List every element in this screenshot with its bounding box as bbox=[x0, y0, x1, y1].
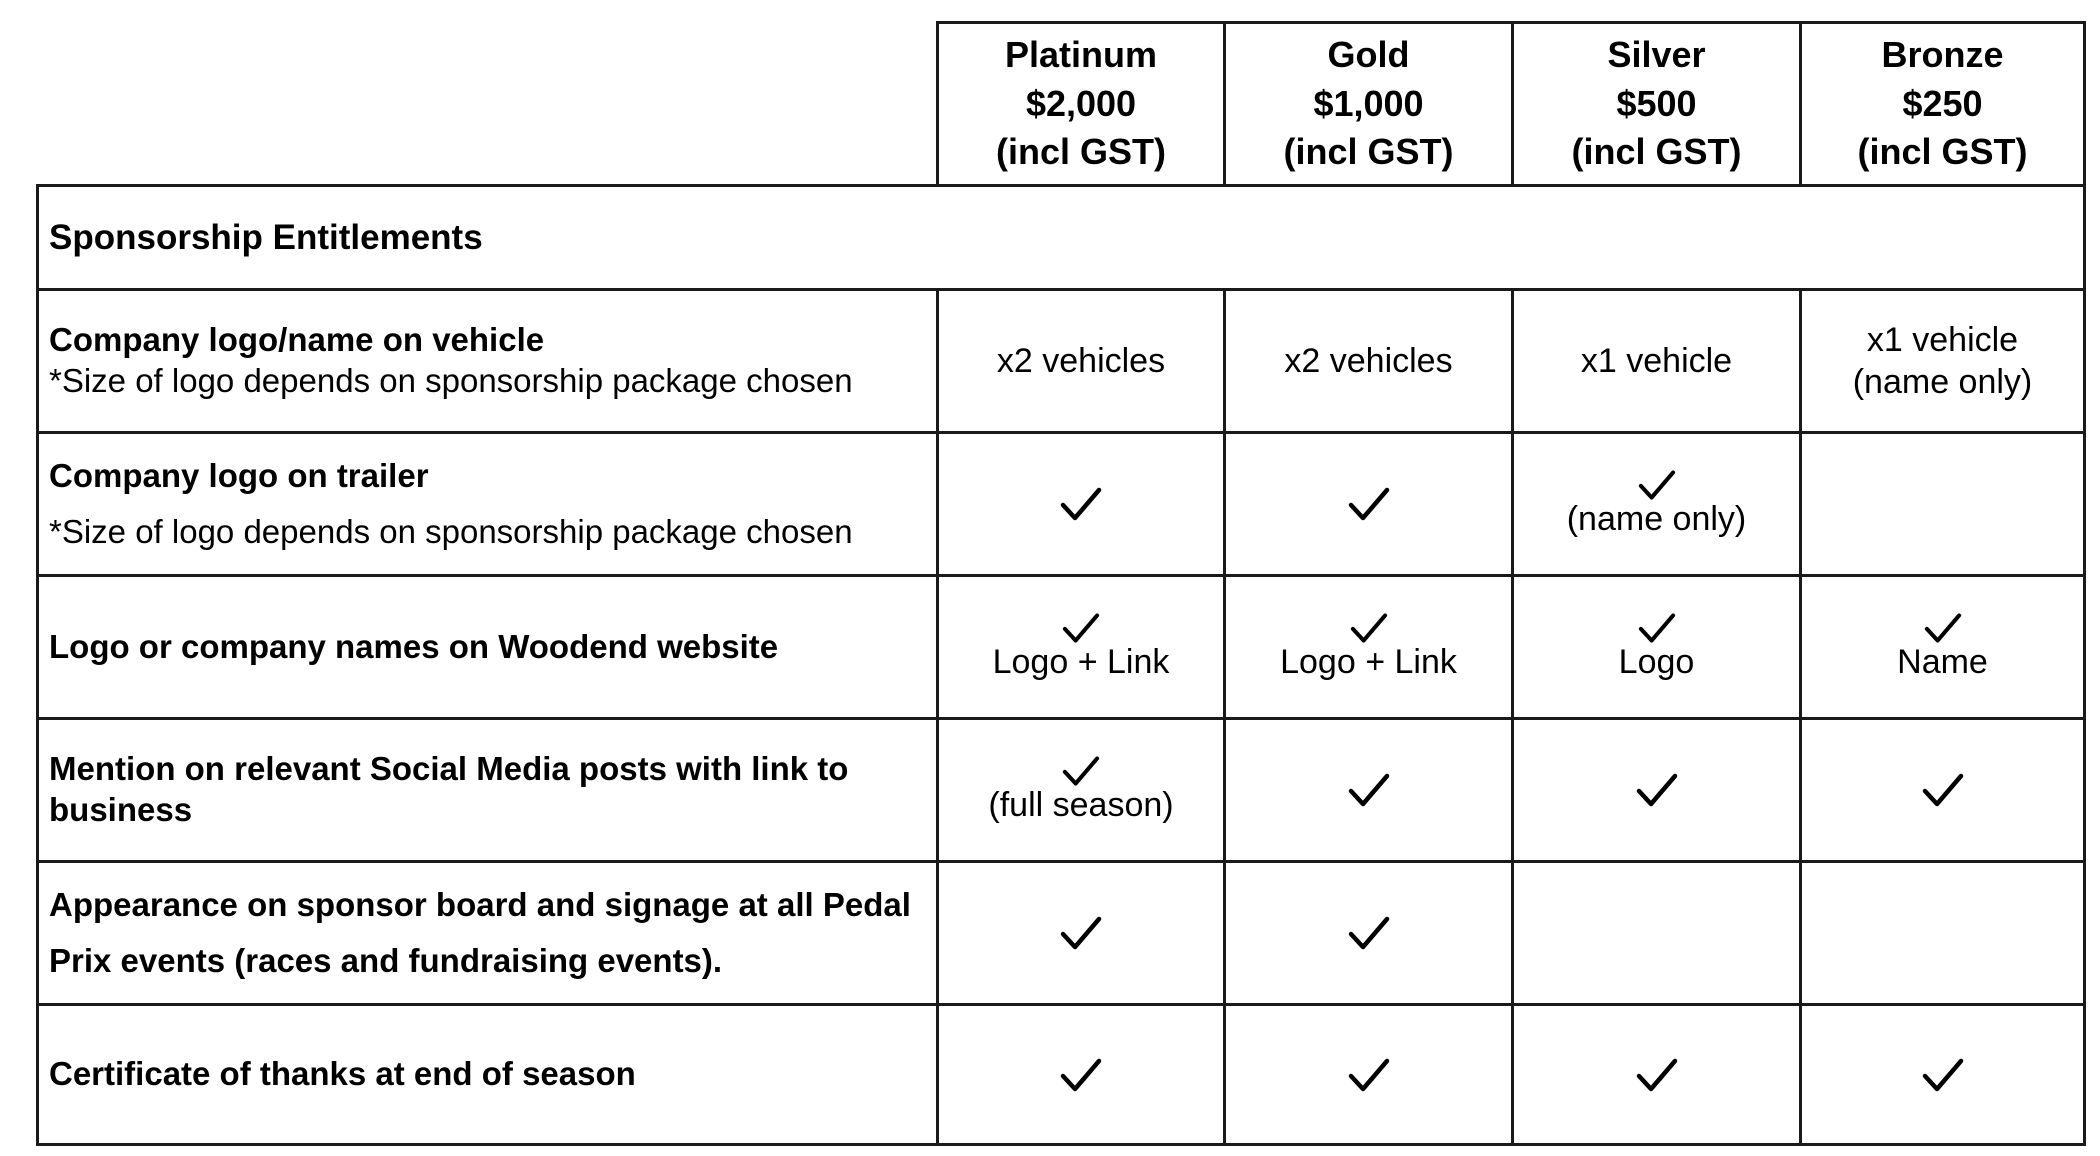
cell-text: x1 vehicle bbox=[1580, 341, 1733, 380]
tier-name: Silver bbox=[1607, 33, 1706, 75]
cell-bronze-certificate bbox=[1799, 1003, 2086, 1146]
cell-silver-website bbox=[1511, 574, 1799, 717]
cell-platinum-vehicle bbox=[936, 288, 1223, 431]
row-label: Logo or company names on Woodend website bbox=[49, 627, 779, 665]
cell-gold-social-media bbox=[1223, 717, 1511, 860]
header-blank-cell bbox=[36, 21, 936, 184]
checkmark-icon bbox=[1635, 1056, 1679, 1094]
cell-text: Logo + Link bbox=[992, 642, 1170, 681]
checkmark-icon bbox=[1923, 611, 1963, 645]
row-label-certificate bbox=[36, 1003, 936, 1146]
cell-text-secondary: (name only) bbox=[1852, 363, 2033, 401]
cell-gold-sponsor-board bbox=[1223, 860, 1511, 1003]
row-label-social-media bbox=[36, 717, 936, 860]
tier-name: Gold bbox=[1327, 33, 1410, 75]
cell-text: (full season) bbox=[988, 785, 1174, 824]
tier-tax: (incl GST) bbox=[1283, 131, 1454, 173]
cell-platinum-social-media bbox=[936, 717, 1223, 860]
tier-price: $1,000 bbox=[1313, 82, 1424, 124]
cell-gold-website bbox=[1223, 574, 1511, 717]
row-label: Mention on relevant Social Media posts with link to business bbox=[49, 750, 849, 828]
row-label: Appearance on sponsor board and signage at all Pedal Prix events (races and fundraising events). bbox=[49, 885, 911, 979]
cell-platinum-certificate bbox=[936, 1003, 1223, 1146]
cell-text: Logo bbox=[1618, 642, 1695, 681]
section-title: Sponsorship Entitlements bbox=[36, 184, 2086, 288]
checkmark-icon bbox=[1347, 485, 1391, 523]
row-note: *Size of logo depends on sponsorship package chosen bbox=[49, 513, 853, 550]
cell-gold-certificate bbox=[1223, 1003, 1511, 1146]
checkmark-icon bbox=[1635, 771, 1679, 809]
cell-silver-certificate bbox=[1511, 1003, 1799, 1146]
checkmark-icon bbox=[1347, 771, 1391, 809]
cell-silver-sponsor-board bbox=[1511, 860, 1799, 1003]
checkmark-icon bbox=[1061, 611, 1101, 645]
tier-name: Bronze bbox=[1881, 33, 2004, 75]
cell-gold-trailer bbox=[1223, 431, 1511, 574]
row-label-vehicle bbox=[36, 288, 936, 431]
cell-text: x2 vehicles bbox=[1284, 341, 1453, 380]
cell-text: Name bbox=[1897, 642, 1988, 681]
cell-platinum-sponsor-board bbox=[936, 860, 1223, 1003]
checkmark-icon bbox=[1347, 914, 1391, 952]
checkmark-icon bbox=[1921, 1056, 1965, 1094]
cell-text: x1 vehicle bbox=[1866, 320, 2019, 359]
checkmark-icon bbox=[1347, 1056, 1391, 1094]
tier-header-gold bbox=[1223, 21, 1511, 184]
tier-tax: (incl GST) bbox=[1571, 131, 1742, 173]
tier-name: Platinum bbox=[1004, 33, 1157, 75]
cell-bronze-website bbox=[1799, 574, 2086, 717]
cell-platinum-website bbox=[936, 574, 1223, 717]
checkmark-icon bbox=[1637, 468, 1677, 502]
cell-text: Logo + Link bbox=[1280, 642, 1457, 681]
tier-price: $250 bbox=[1902, 82, 1983, 124]
row-label: Certificate of thanks at end of season bbox=[49, 1055, 636, 1093]
tier-tax: (incl GST) bbox=[1857, 131, 2028, 173]
row-label-website bbox=[36, 574, 936, 717]
checkmark-icon bbox=[1059, 1056, 1103, 1094]
cell-bronze-trailer bbox=[1799, 431, 2086, 574]
cell-silver-social-media bbox=[1511, 717, 1799, 860]
cell-platinum-trailer bbox=[936, 431, 1223, 574]
checkmark-icon bbox=[1061, 754, 1101, 788]
cell-gold-vehicle bbox=[1223, 288, 1511, 431]
checkmark-icon bbox=[1921, 771, 1965, 809]
cell-bronze-social-media bbox=[1799, 717, 2086, 860]
tier-header-platinum bbox=[936, 21, 1223, 184]
sponsorship-table bbox=[36, 21, 2086, 1146]
tier-header-silver bbox=[1511, 21, 1799, 184]
cell-silver-vehicle bbox=[1511, 288, 1799, 431]
tier-header-bronze bbox=[1799, 21, 2086, 184]
row-label-sponsor-board bbox=[36, 860, 936, 1003]
cell-text: x2 vehicles bbox=[996, 341, 1166, 380]
cell-silver-trailer bbox=[1511, 431, 1799, 574]
cell-text: (name only) bbox=[1566, 499, 1747, 538]
row-label: Company logo/name on vehicle bbox=[49, 321, 545, 359]
tier-tax: (incl GST) bbox=[996, 131, 1166, 173]
row-note: *Size of logo depends on sponsorship package chosen bbox=[49, 362, 853, 399]
tier-price: $2,000 bbox=[1025, 82, 1137, 124]
checkmark-icon bbox=[1349, 611, 1389, 645]
checkmark-icon bbox=[1059, 914, 1103, 952]
row-label-trailer bbox=[36, 431, 936, 574]
checkmark-icon bbox=[1059, 485, 1103, 523]
row-label: Company logo on trailer bbox=[49, 456, 429, 494]
cell-bronze-vehicle bbox=[1799, 288, 2086, 431]
cell-bronze-sponsor-board bbox=[1799, 860, 2086, 1003]
checkmark-icon bbox=[1637, 611, 1677, 645]
tier-price: $500 bbox=[1616, 82, 1697, 124]
